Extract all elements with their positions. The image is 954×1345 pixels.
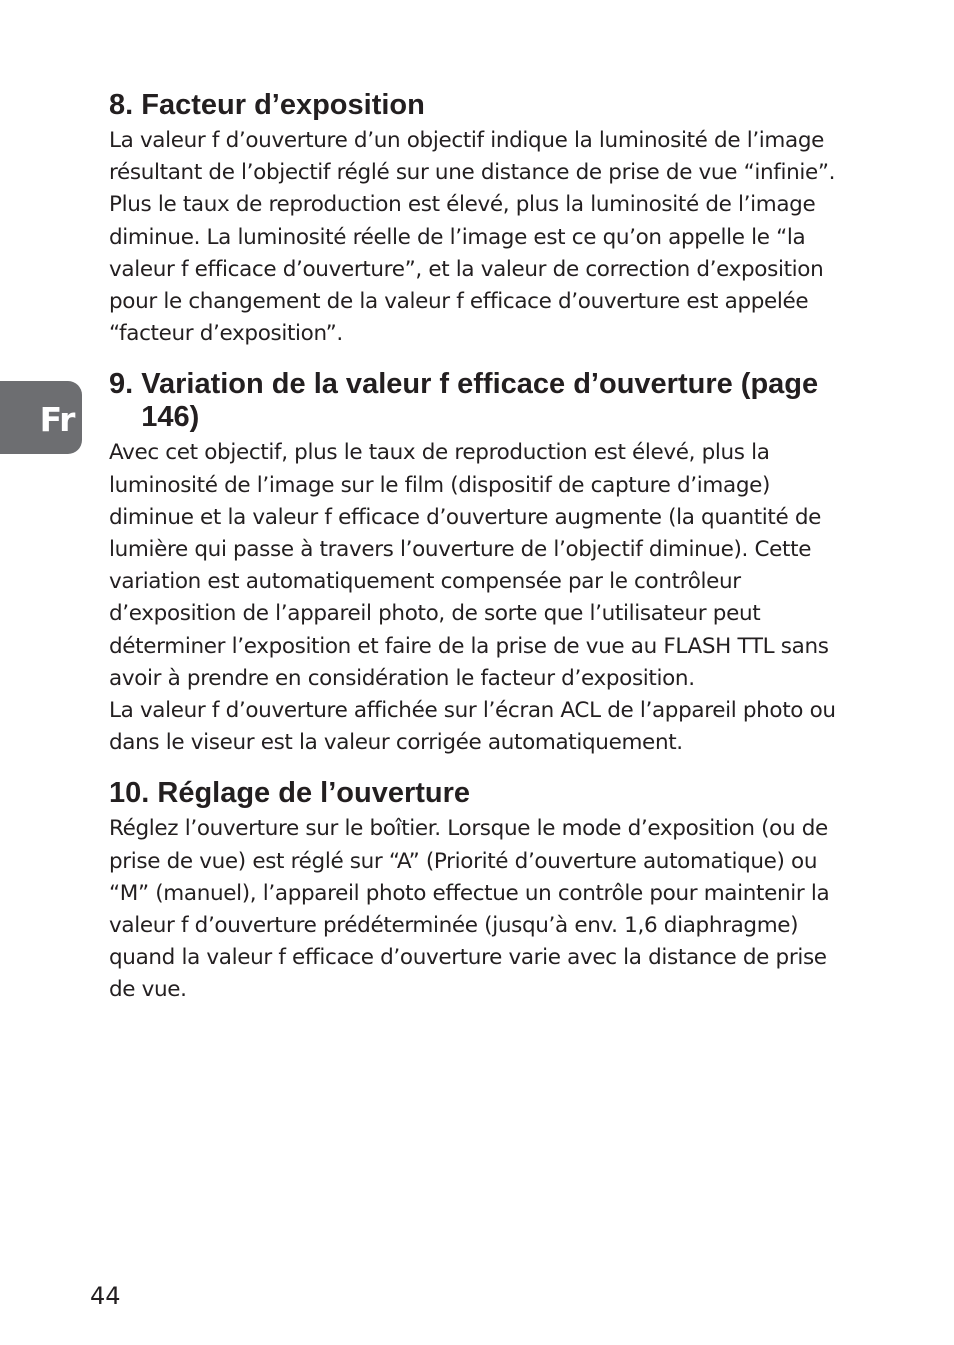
- page-content: [109, 89, 844, 1007]
- section-effective-aperture-variation: [109, 368, 844, 759]
- paragraph: Réglez l’ouverture sur le boîtier. Lorsque le mode d’exposition (ou de prise de vue) est réglé sur “A” (Priorité d’ouverture automatique) ou “M” (manuel), l’appareil photo effectue un contrôle pour maintenir la valeur f d’ouverture prédéterminée (jusqu’à env. 1,6 diaphragme) quand la valeur f efficace d’ouverture varie avec la distance de prise de vue.: [109, 816, 830, 1003]
- paragraph: La valeur f d’ouverture affichée sur l’écran ACL de l’appareil photo ou dans le viseur est la valeur corrigée automatiquement.: [109, 698, 836, 756]
- section-heading: [109, 777, 844, 810]
- section-body: [109, 437, 844, 759]
- section-number: 10.: [109, 777, 158, 810]
- language-tab-label: Fr: [39, 400, 75, 439]
- paragraph: La valeur f d’ouverture d’un objectif indique la luminosité de l’image résultant de l’objectif réglé sur une distance de prise de vue “infinie”. Plus le taux de reproduction est élevé, plus la luminosité de l’image diminue. La luminosité réelle de l’image est ce qu’on appelle le “la valeur f efficace d’ouverture”, et la valeur de correction d’exposition pour le changement de la valeur f efficace d’ouverture est appelée “facteur d’exposition”.: [109, 128, 836, 347]
- section-body: [109, 125, 844, 350]
- section-title: Variation de la valeur f efficace d’ouverture (page 146): [141, 368, 819, 434]
- section-exposure-factor: [109, 89, 844, 350]
- section-number: 9.: [109, 368, 142, 401]
- page-number: 44: [90, 1282, 121, 1310]
- section-title: Facteur d’exposition: [141, 89, 425, 121]
- section-heading: [109, 89, 844, 122]
- section-number: 8.: [109, 89, 142, 121]
- section-body: [109, 813, 844, 1006]
- language-tab: [0, 381, 82, 454]
- section-title: Réglage de l’ouverture: [157, 777, 471, 810]
- section-heading: [109, 368, 844, 434]
- section-aperture-setting: [109, 777, 844, 1006]
- paragraph: Avec cet objectif, plus le taux de reproduction est élevé, plus la luminosité de l’image sur le film (dispositif de capture d’image) diminue et la valeur f efficace d’ouverture augmente (la quantité de lumière qui passe à travers l’ouverture de l’objectif diminue). Cette variation est automatiquement compensée par le contrôleur d’exposition de l’appareil photo, de sorte que l’utilisateur peut déterminer l’exposition et faire de la prise de vue au FLASH TTL sans avoir à prendre en considération le facteur d’exposition.: [109, 440, 829, 691]
